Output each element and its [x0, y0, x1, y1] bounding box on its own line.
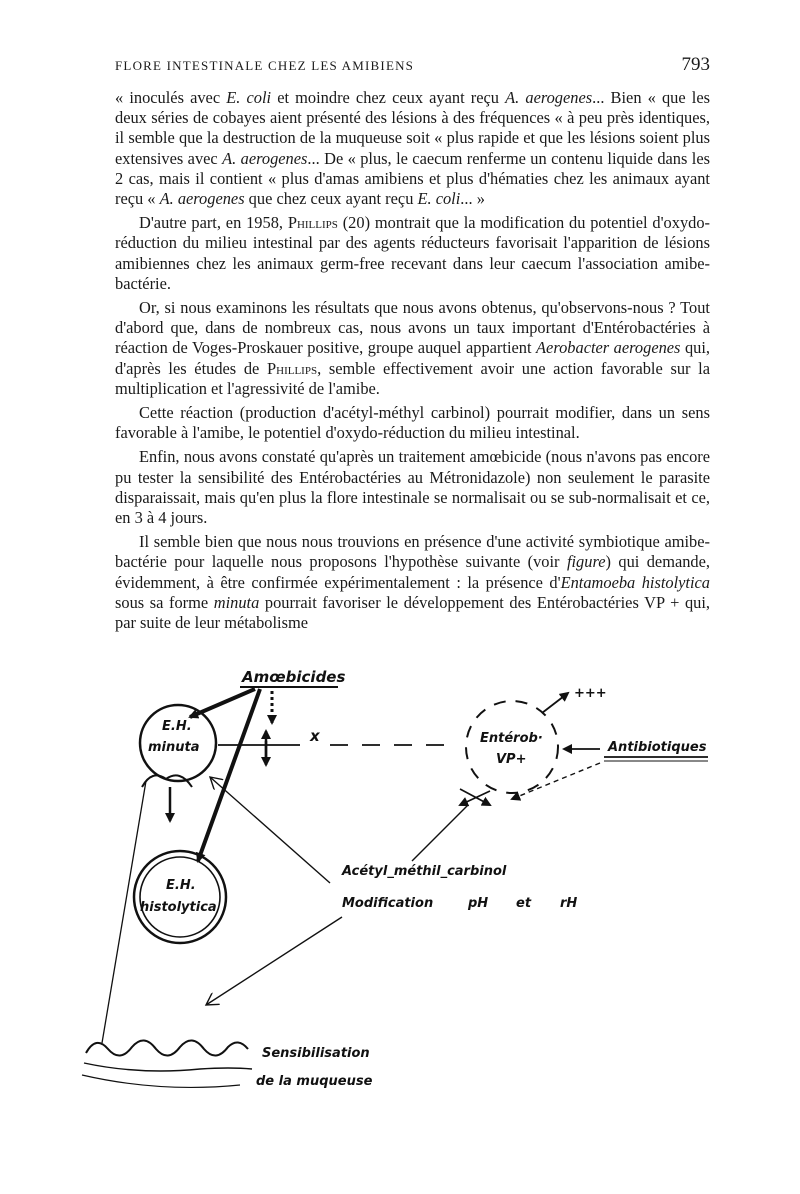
label-et: et — [516, 896, 532, 911]
label-rh: rH — [560, 896, 578, 911]
circle-eh-histolytica-inner — [140, 857, 220, 937]
italic-run: minuta — [213, 592, 260, 612]
figure-drawing — [80, 665, 720, 1105]
line-enterob-acetyl — [412, 805, 468, 861]
label-enterob-1: Entérob· — [480, 731, 543, 746]
label-eh-histolytica-2: histolytica — [140, 900, 217, 915]
text-run: ... » — [460, 189, 485, 209]
italic-run: Entamoeba histolytica — [560, 572, 710, 592]
text-run: , semble effectivement avoir une action favorable sur la multiplication et l'agressivité de l'amibe. — [115, 358, 710, 398]
label-eh-minuta-1: E.H. — [162, 719, 192, 734]
italic-run: A. aerogenes — [159, 189, 245, 209]
label-amoebicides: Amœbicides — [242, 668, 346, 686]
label-x: x — [310, 727, 320, 745]
symbiosis-figure — [80, 665, 720, 1105]
running-title: FLORE INTESTINALE CHEZ LES AMIBIENS — [115, 58, 415, 73]
label-eh-histolytica-1: E.H. — [166, 878, 196, 893]
mucosa-wave — [86, 1040, 248, 1055]
label-modification: Modification — [342, 896, 434, 911]
text-run: (20) montrait que la modification du potentiel d'oxydo-réduction du milieu intestinal par des agents réducteurs favorisait l'apparition de lésions amibiennes chez les animaux germ-free recevant dans leur caecum l'association amibe-bactérie. — [115, 213, 710, 293]
text-run: ... Bien « que les deux séries de cobayes aient présenté des lésions à des fréquences « à peu près identiques, il semble que la destruction de la muqueuse soit « plus rapide et que les lésions soient plus extensives avec — [115, 88, 710, 168]
text-run: que chez ceux ayant reçu — [244, 189, 418, 209]
page-number: 793 — [681, 54, 710, 75]
label-ph: pH — [468, 896, 489, 911]
text-run: et moindre chez ceux ayant reçu — [271, 88, 506, 107]
italic-run: A. aerogenes — [505, 88, 593, 107]
paragraph-treatment — [115, 447, 710, 528]
paragraph-quote — [115, 88, 710, 209]
running-head — [115, 56, 710, 80]
circle-enterob — [466, 701, 558, 793]
text-run: « inoculés avec — [115, 88, 227, 107]
author-name: Phillips — [287, 213, 338, 233]
label-plus: +++ — [574, 686, 607, 701]
text-run: Il semble bien que nous nous trouvions en présence d'une activité symbiotique amibe-bactérie pour laquelle nous proposons l'hypothèse suivante (voir — [115, 532, 710, 572]
text-run: Cette réaction (production d'acétyl-méthyl carbinol) pourrait modifier, dans un sens favorable à l'amibe, le potentiel d'oxydo-réduction du milieu intestinal. — [115, 403, 710, 443]
dashed-arrow-antibiotiques — [512, 763, 600, 799]
label-acetyl: Acétyl_méthil_carbinol — [342, 864, 507, 879]
italic-run: E. coli — [226, 88, 272, 107]
text-run: Enfin, nous avons constaté qu'après un traitement amœbicide (nous n'avons pas encore pu tester la sensibilité des Entérobactéries au Métronidazole) non seulement le parasite disparaissait, mais qu'en plus la flore intestinale se normalisait ou se sub-normalisait et ce, en 3 à 4 jours. — [115, 447, 710, 528]
body-text — [115, 88, 710, 633]
paragraph-results — [115, 298, 710, 399]
italic-run: A. aerogenes — [222, 148, 308, 168]
circle-eh-histolytica-outer — [134, 851, 226, 943]
mucosa-base — [84, 1063, 252, 1071]
label-sensibilisation-2: de la muqueuse — [256, 1074, 373, 1089]
label-enterob-2: VP+ — [496, 752, 527, 767]
text-run: sous sa forme — [115, 592, 214, 612]
paragraph-phillips-1958 — [115, 213, 710, 294]
paragraph-hypothesis — [115, 532, 710, 633]
mucosa-base-2 — [82, 1075, 240, 1087]
italic-run: Aerobacter aerogenes — [536, 338, 681, 358]
text-run: Or, si nous examinons les résultats que nous avons obtenus, qu'observons-nous ? Tout d'abord que, dans de nombreux cas, nous avons un taux important d'Entérobactéries à réaction de Voges-Proskauer positive, groupe auquel appartient — [115, 298, 710, 358]
arrow-to-mucosa — [206, 917, 342, 1005]
text-run: D'autre part, en 1958, — [139, 213, 288, 233]
text-run: ... De « plus, le caecum renferme un contenu liquide dans les 2 cas, mais il contient « plus d'amas amibiens et plus d'hématies chez les animaux ayant reçu « — [115, 148, 710, 209]
author-name: Phillips — [267, 358, 318, 378]
text-run: pourrait favoriser le développement des Entérobactéries VP + qui, par suite de leur métabolisme — [115, 592, 710, 633]
label-sensibilisation-1: Sensibilisation — [262, 1046, 370, 1061]
paragraph-reaction — [115, 403, 710, 443]
arrow-amoebicides-to-histolytica — [198, 689, 260, 861]
text-run: ) qui demande, évidemment, à être confirmée expérimentalement : la présence d' — [115, 552, 710, 592]
text-run: qui, d'après les études de — [115, 338, 711, 378]
arrow-to-minuta — [210, 777, 330, 883]
label-antibiotiques: Antibiotiques — [608, 740, 707, 755]
label-eh-minuta-2: minuta — [148, 740, 200, 755]
arrow-plus — [542, 693, 568, 713]
italic-run: E. coli — [417, 189, 461, 209]
italic-run: figure — [566, 552, 606, 572]
